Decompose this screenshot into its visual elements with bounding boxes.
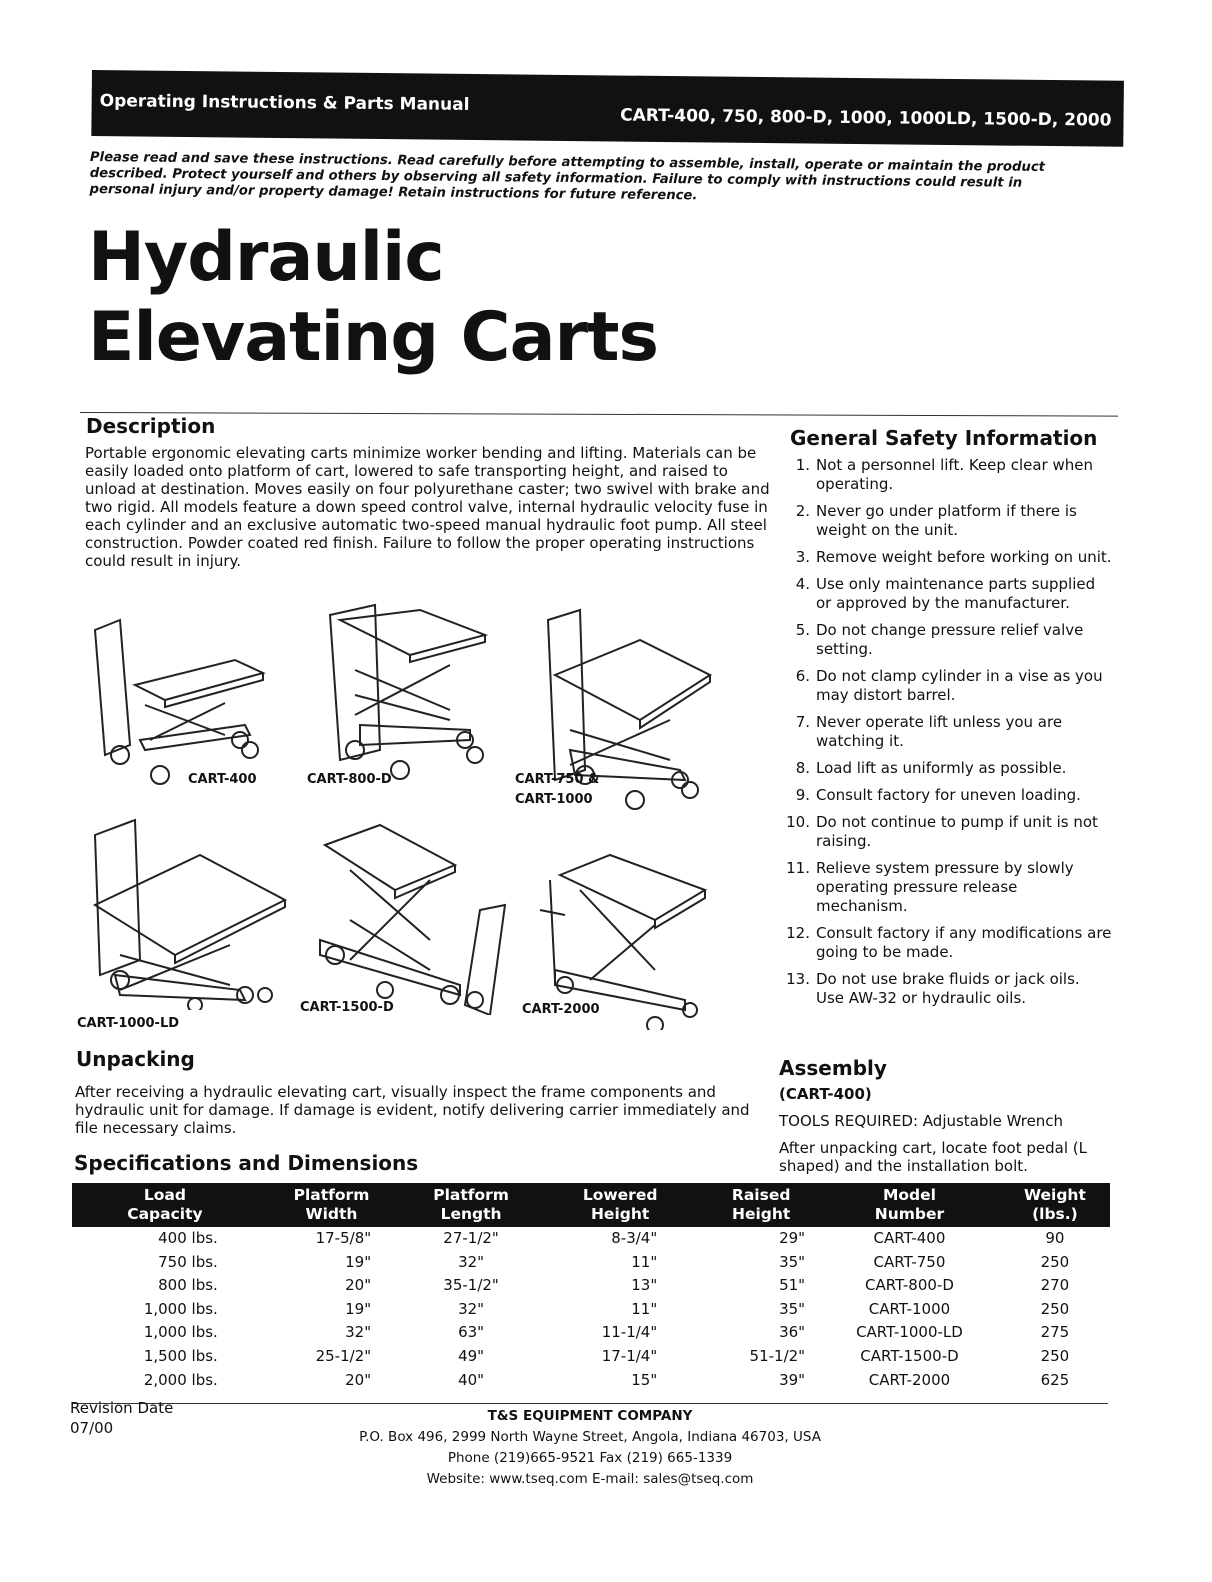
specs-cell: 17-5/8": [315, 1229, 372, 1247]
header-model-list: CART-400, 750, 800-D, 1000, 1000LD, 1500-D, 2000: [620, 105, 1112, 131]
specs-column-header: [72, 1183, 258, 1227]
unpacking-text: After receiving a hydraulic elevating cart, visually inspect the frame components and hydraulic unit for damage. If damage is evident, notify delivering carrier immediately and file necessary claims.: [75, 1083, 750, 1137]
specs-heading: Specifications and Dimensions: [74, 1151, 419, 1175]
specs-cell: 32": [458, 1252, 485, 1271]
safety-item-number: 3.: [795, 548, 810, 566]
footer-divider: [72, 1403, 1108, 1404]
safety-item-text: Load lift as uniformly as possible.: [816, 759, 1067, 777]
specs-cell: 63": [458, 1323, 485, 1342]
specs-cell: 800 lbs.: [158, 1276, 218, 1295]
specs-cell: 32": [345, 1323, 372, 1342]
safety-item-number: 7.: [795, 713, 810, 731]
safety-item-number: 5.: [795, 621, 810, 639]
safety-item: [782, 924, 1112, 962]
specs-cell: 35-1/2": [443, 1276, 499, 1295]
cart-800-d-illustration: [300, 600, 490, 780]
assembly-subheading: (CART-400): [779, 1085, 872, 1103]
safety-heading: General Safety Information: [790, 426, 1098, 450]
specs-cell: 20": [345, 1276, 372, 1295]
specs-cell: 250: [1040, 1299, 1070, 1318]
specs-cell: CART-1000: [868, 1299, 951, 1318]
specs-column-header-line2: Height: [590, 1205, 650, 1223]
specs-row: [72, 1274, 1110, 1298]
safety-item: [782, 575, 1112, 613]
title-line-2: Elevating Carts: [88, 298, 658, 377]
specs-cell: 39": [779, 1370, 806, 1389]
company-address: P.O. Box 496, 2999 North Wayne Street, Angola, Indiana 46703, USA: [359, 1429, 821, 1445]
safety-item-number: 1.: [795, 456, 810, 474]
specs-column-header-line1: Lowered: [582, 1186, 658, 1204]
safety-item: [782, 456, 1112, 494]
specs-cell: 90: [1045, 1229, 1065, 1247]
specs-header-row: [72, 1183, 1110, 1227]
specs-cell: 17-1/4": [601, 1346, 658, 1365]
cart-1000-ld-illustration: [80, 815, 290, 1010]
safety-item: [782, 859, 1112, 916]
specs-body: [72, 1227, 1110, 1392]
specs-table: [72, 1183, 1110, 1392]
specs-column-header-line2: Length: [440, 1205, 502, 1223]
safety-item-number: 6.: [795, 667, 810, 685]
specs-row: [72, 1298, 1110, 1322]
label-cart-750: CART-750 &: [515, 772, 600, 787]
specs-column-header: [537, 1183, 703, 1227]
specs-cell: 8-3/4": [611, 1229, 658, 1247]
specs-column-header-line1: Weight: [1023, 1186, 1086, 1204]
specs-cell: CART-1000-LD: [856, 1323, 963, 1342]
safety-item: [782, 786, 1112, 805]
safety-item-number: 9.: [795, 786, 810, 804]
specs-column-header-line1: Model: [882, 1186, 936, 1204]
safety-item-number: 13.: [786, 970, 810, 988]
specs-cell: 750 lbs.: [158, 1252, 218, 1271]
safety-item-number: 10.: [786, 813, 810, 831]
specs-row: [72, 1227, 1110, 1251]
specs-cell: 1,000 lbs.: [143, 1323, 218, 1342]
specs-cell: 49": [458, 1346, 485, 1365]
specs-cell: 2,000 lbs.: [143, 1370, 218, 1389]
specs-cell: 19": [345, 1299, 372, 1318]
specs-column-header-line2: (lbs.): [1032, 1205, 1078, 1223]
cart-400-illustration: [85, 615, 270, 785]
specs-cell: CART-800-D: [865, 1276, 954, 1295]
specs-cell: 1,000 lbs.: [143, 1299, 218, 1318]
specs-cell: 275: [1040, 1323, 1070, 1342]
specs-row: [72, 1321, 1110, 1345]
specs-cell: 51": [779, 1276, 806, 1295]
specs-cell: 625: [1040, 1370, 1070, 1389]
specs-column-header-line2: Capacity: [127, 1205, 203, 1223]
header-bar: [91, 70, 1124, 147]
specs-cell: 40": [458, 1370, 485, 1389]
safety-item-number: 12.: [786, 924, 810, 942]
safety-item-number: 11.: [786, 859, 810, 877]
company-web: Website: www.tseq.com E-mail: sales@tseq.com: [426, 1471, 754, 1487]
safety-item-number: 4.: [795, 575, 810, 593]
safety-item: [782, 548, 1112, 567]
cart-1500-d-illustration: [310, 820, 510, 1015]
specs-column-header-line1: Platform: [293, 1186, 370, 1204]
company-block: [320, 1406, 860, 1490]
label-cart-1000: CART-1000: [515, 792, 593, 807]
revision-date: 07/00: [70, 1419, 114, 1437]
safety-item: [782, 759, 1112, 778]
safety-item-text: Do not clamp cylinder in a vise as you may distort barrel.: [816, 667, 1103, 704]
specs-cell: 51-1/2": [749, 1346, 806, 1365]
specs-cell: CART-1500-D: [860, 1346, 959, 1365]
specs-cell: 32": [458, 1299, 485, 1318]
specs-cell: 27-1/2": [443, 1229, 499, 1247]
safety-item-text: Not a personnel lift. Keep clear when operating.: [816, 456, 1093, 493]
specs-column-header-line2: Height: [731, 1205, 791, 1223]
description-heading: Description: [86, 414, 216, 438]
specs-cell: 270: [1040, 1276, 1070, 1295]
specs-cell: 19": [345, 1252, 372, 1271]
safety-item-text: Consult factory if any modifications are going to be made.: [816, 924, 1112, 961]
assembly-text: After unpacking cart, locate foot pedal (L shaped) and the installation bolt.: [779, 1139, 1087, 1175]
safety-list: [782, 456, 1112, 1016]
specs-column-header: [819, 1183, 1000, 1227]
assembly-heading: Assembly: [779, 1056, 887, 1080]
specs-cell: 29": [779, 1229, 806, 1247]
revision-block: [70, 1398, 173, 1438]
specs-cell: 250: [1040, 1252, 1070, 1271]
label-cart-400: CART-400: [188, 772, 257, 787]
specs-cell: 36": [779, 1323, 806, 1342]
header-manual-title: Operating Instructions & Parts Manual: [99, 91, 470, 115]
revision-label: Revision Date: [70, 1399, 174, 1417]
specs-column-header-line1: Load: [143, 1186, 186, 1204]
specs-cell: 13": [631, 1276, 658, 1295]
specs-cell: 1,500 lbs.: [143, 1346, 218, 1365]
safety-item-text: Do not continue to pump if unit is not raising.: [816, 813, 1098, 850]
safety-item: [782, 621, 1112, 659]
specs-cell: 11": [631, 1299, 658, 1318]
specs-cell: 250: [1040, 1346, 1070, 1365]
safety-item-text: Remove weight before working on unit.: [816, 548, 1112, 566]
safety-item-text: Consult factory for uneven loading.: [816, 786, 1081, 804]
specs-column-header: [703, 1183, 819, 1227]
specs-cell: 11-1/4": [601, 1323, 658, 1342]
specs-cell: 35": [779, 1252, 806, 1271]
specs-row: [72, 1369, 1110, 1393]
company-phone: Phone (219)665-9521 Fax (219) 665-1339: [447, 1450, 733, 1466]
assembly-tools: TOOLS REQUIRED: Adjustable Wrench: [779, 1112, 1064, 1130]
specs-column-header: [405, 1183, 537, 1227]
specs-column-header-line2: Number: [874, 1205, 945, 1223]
safety-item-text: Relieve system pressure by slowly operating pressure release mechanism.: [816, 859, 1074, 915]
page-title: [88, 218, 658, 378]
safety-item: [782, 813, 1112, 851]
label-cart-800-d: CART-800-D: [307, 772, 392, 787]
specs-cell: CART-750: [873, 1252, 946, 1271]
specs-row: [72, 1345, 1110, 1369]
label-cart-1000-ld: CART-1000-LD: [77, 1016, 180, 1031]
safety-warning: Please read and save these instructions. Read carefully before attempting to assemble, install, operate or maintain the product described. Protect yourself and others by observing all safety information. Failure to comply with instructions could result in personal injury and/or property damage! Retain instructions for future reference.: [89, 150, 1046, 204]
specs-column-header: [258, 1183, 405, 1227]
title-line-1: Hydraulic: [88, 218, 444, 297]
section-divider: [80, 412, 1118, 417]
safety-item: [782, 502, 1112, 540]
specs-cell: 25-1/2": [315, 1346, 372, 1365]
safety-item-number: 2.: [795, 502, 810, 520]
specs-cell: 400 lbs.: [158, 1229, 218, 1247]
unpacking-heading: Unpacking: [76, 1047, 195, 1071]
specs-column-header: [1000, 1183, 1110, 1227]
specs-cell: 11": [631, 1252, 658, 1271]
safety-item-text: Use only maintenance parts supplied or approved by the manufacturer.: [816, 575, 1096, 612]
specs-cell: CART-400: [873, 1229, 946, 1247]
specs-cell: 35": [779, 1299, 806, 1318]
safety-item-text: Do not use brake fluids or jack oils. Use AW-32 or hydraulic oils.: [816, 970, 1080, 1007]
specs-cell: CART-2000: [868, 1370, 951, 1389]
description-text: Portable ergonomic elevating carts minimize worker bending and lifting. Materials can be easily loaded onto platform of cart, lowered to safe transporting height, and raised to unload at destination. Moves easily on four polyurethane caster; two swivel with brake and two rigid. All models feature a down speed control valve, internal hydraulic velocity fuse in each cylinder and an exclusive automatic two-speed manual hydraulic foot pump. All steel construction. Powder coated red finish. Failure to follow the proper operating instructions could result in injury.: [85, 444, 770, 570]
specs-column-header-line1: Platform: [433, 1186, 509, 1204]
safety-item-number: 8.: [795, 759, 810, 777]
specs-column-header-line2: Width: [305, 1205, 358, 1223]
company-name: T&S EQUIPMENT COMPANY: [487, 1408, 693, 1424]
label-cart-2000: CART-2000: [522, 1002, 600, 1017]
label-cart-1500-d: CART-1500-D: [300, 1000, 394, 1015]
safety-item-text: Never go under platform if there is weight on the unit.: [816, 502, 1077, 539]
specs-row: [72, 1251, 1110, 1275]
specs-cell: 15": [631, 1370, 658, 1389]
safety-item-text: Never operate lift unless you are watching it.: [816, 713, 1063, 750]
safety-item-text: Do not change pressure relief valve setting.: [816, 621, 1084, 658]
safety-item: [782, 970, 1112, 1008]
specs-cell: 20": [345, 1370, 372, 1389]
safety-item: [782, 667, 1112, 705]
specs-column-header-line1: Raised: [731, 1186, 791, 1204]
safety-item: [782, 713, 1112, 751]
